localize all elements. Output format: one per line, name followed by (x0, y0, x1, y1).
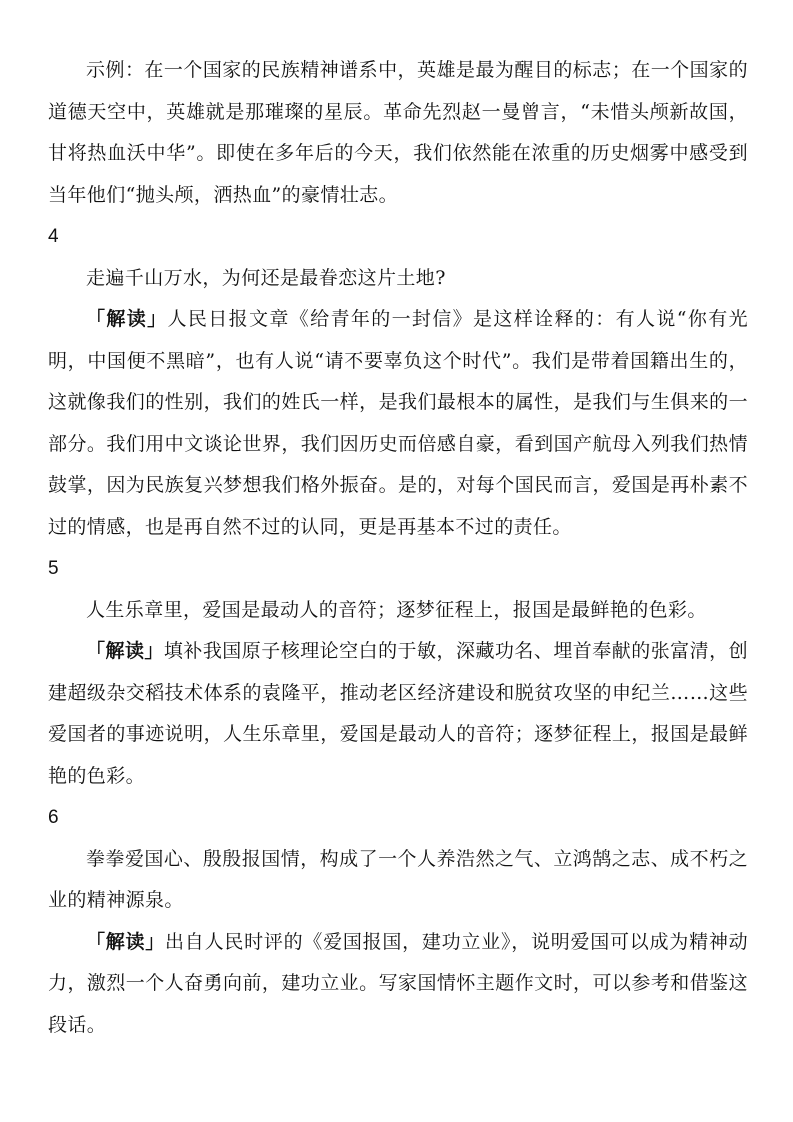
interpretation-paragraph (48, 631, 748, 797)
interpretation-text: 填补我国原子核理论空白的于敏，深藏功名、埋首奉献的张富清，创建超级杂交稻技术体系的袁隆平，推动老区经济建设和脱贫攻坚的申纪兰……这些爱国者的事迹说明，人生乐章里，爱国是最动人的音符；逐梦征程上，报国是最鲜艳的色彩。 (48, 640, 748, 787)
quote-paragraph: 走遍千山万水，为何还是最眷恋这片土地? (86, 266, 446, 289)
quote-paragraph: 人生乐章里，爱国是最动人的音符；逐梦征程上，报国是最鲜艳的色彩。 (86, 598, 707, 621)
item-number: 6 (48, 807, 59, 828)
interpretation-text: 出自人民时评的《爱国报国，建功立业》，说明爱国可以成为精神动力，激烈一个人奋勇向前，建功立业。写家国情怀主题作文时，可以参考和借鉴这段话。 (48, 930, 748, 1036)
interpretation-paragraph (48, 922, 748, 1047)
interpretation-label: 「解读」 (86, 930, 166, 953)
interpretation-paragraph (48, 299, 748, 548)
item-number: 5 (48, 558, 59, 579)
item-number: 4 (48, 226, 59, 247)
document-page (48, 50, 748, 1046)
interpretation-label: 「解读」 (86, 308, 168, 330)
interpretation-text: 人民日报文章《给青年的一封信》是这样诠释的：有人说“你有光明，中国便不黑暗”，也有人说“请不要辜负这个时代”。我们是带着国籍出生的，这就像我们的性别，我们的姓氏一样，是我们最根本的属性，是我们与生俱来的一部分。我们用中文谈论世界，我们因历史而倍感自豪，看到国产航母入列我们热情鼓掌，因为民族复兴梦想我们格外振奋。是的，对每个国民而言，爱国是再朴素不过的情感，也是再自然不过的认同，更是再基本不过的责任。 (48, 308, 748, 538)
interpretation-label: 「解读」 (86, 640, 164, 662)
quote-paragraph: 拳拳爱国心、殷殷报国情，构成了一个人养浩然之气、立鸿鹄之志、成不朽之业的精神源泉。 (48, 847, 748, 911)
example-paragraph: 示例：在一个国家的民族精神谱系中，英雄是最为醒目的标志；在一个国家的道德天空中，英雄就是那璀璨的星辰。革命先烈赵一曼曾言，“未惜头颅新故国，甘将热血沃中华”。即使在多年后的今天，我们依然能在浓重的历史烟雾中感受到当年他们“抛头颅，洒热血”的豪情壮志。 (48, 59, 748, 206)
